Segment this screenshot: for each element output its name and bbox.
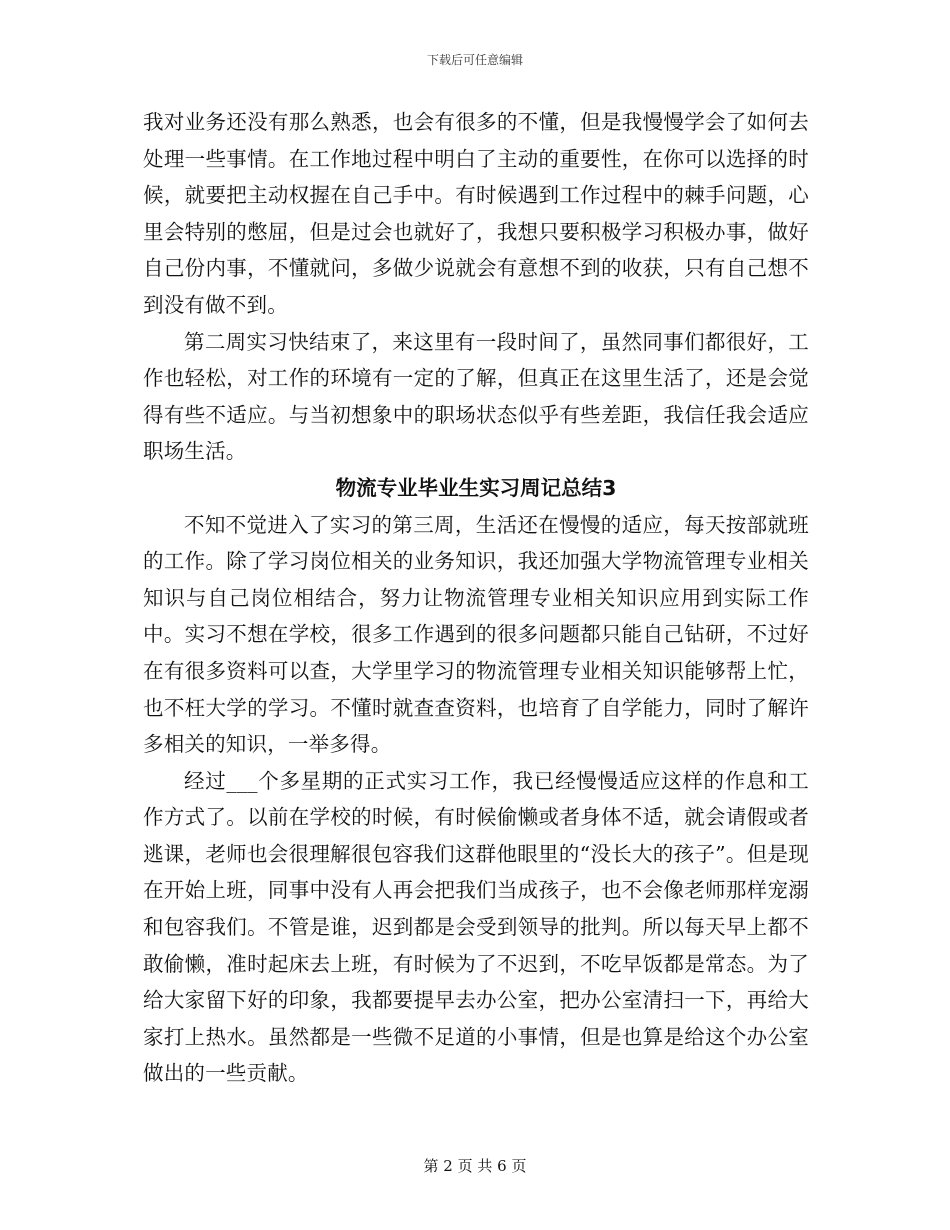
paragraph-routine: 经过___个多星期的正式实习工作，我已经慢慢适应这样的作息和工作方式了。以前在学校的时候，有时候偷懒或者身体不适，就会请假或者逃课，老师也会很理解很包容我们这群他眼里的“没长大的孩子”。但是现在开始上班，同事中没有人再会把我们当成孩子，也不会像老师那样宠溺和包容我们。不管是谁，迟到都是会受到领导的批判。所以每天早上都不敢偷懒，准时起床去上班，有时候为了不迟到，不吃早饭都是常态。为了给大家留下好的印象，我都要提早去办公室，把办公室清扫一下，再给大家打上热水。虽然都是一些微不足道的小事情，但是也算是给这个办公室做出的一些贡献。 xyxy=(143,768,809,1086)
page-header: 下载后可任意编辑 xyxy=(426,53,523,67)
paragraph-continued: 我对业务还没有那么熟悉，也会有很多的不懂，但是我慢慢学会了如何去处理一些事情。在工作地过程中明白了主动的重要性，在你可以选择的时候，就要把主动权握在自己手中。有时候遇到工作过程中的棘手问题，心里会特别的憋屈，但是过会也就好了，我想只要积极学习积极办事，做好自己份内事，不懂就问，多做少说就会有意想不到的收获，只有自己想不到没有做不到。 xyxy=(143,110,809,317)
document-body xyxy=(143,104,809,1092)
paragraph-week-three: 不知不觉进入了实习的第三周，生活还在慢慢的适应，每天按部就班的工作。除了学习岗位相关的业务知识，我还加强大学物流管理专业相关知识与自己岗位相结合，努力让物流管理专业相关知识应用到实际工作中。实习不想在学校，很多工作遇到的很多问题都只能自己钻研，不过好在有很多资料可以查，大学里学习的物流管理专业相关知识能够帮上忙，也不枉大学的学习。不懂时就查查资料，也培育了自学能力，同时了解许多相关的知识，一举多得。 xyxy=(143,512,809,757)
section-title: 物流专业毕业生实习周记总结3 xyxy=(335,475,617,500)
page-number: 第 2 页 共 6 页 xyxy=(423,1157,527,1175)
paragraph-week-two: 第二周实习快结束了，来这里有一段时间了，虽然同事们都很好，工作也轻松，对工作的环境有一定的了解，但真正在这里生活了，还是会觉得有些不适应。与当初想象中的职场状态似乎有些差距，我信任我会适应职场生活。 xyxy=(143,329,809,464)
